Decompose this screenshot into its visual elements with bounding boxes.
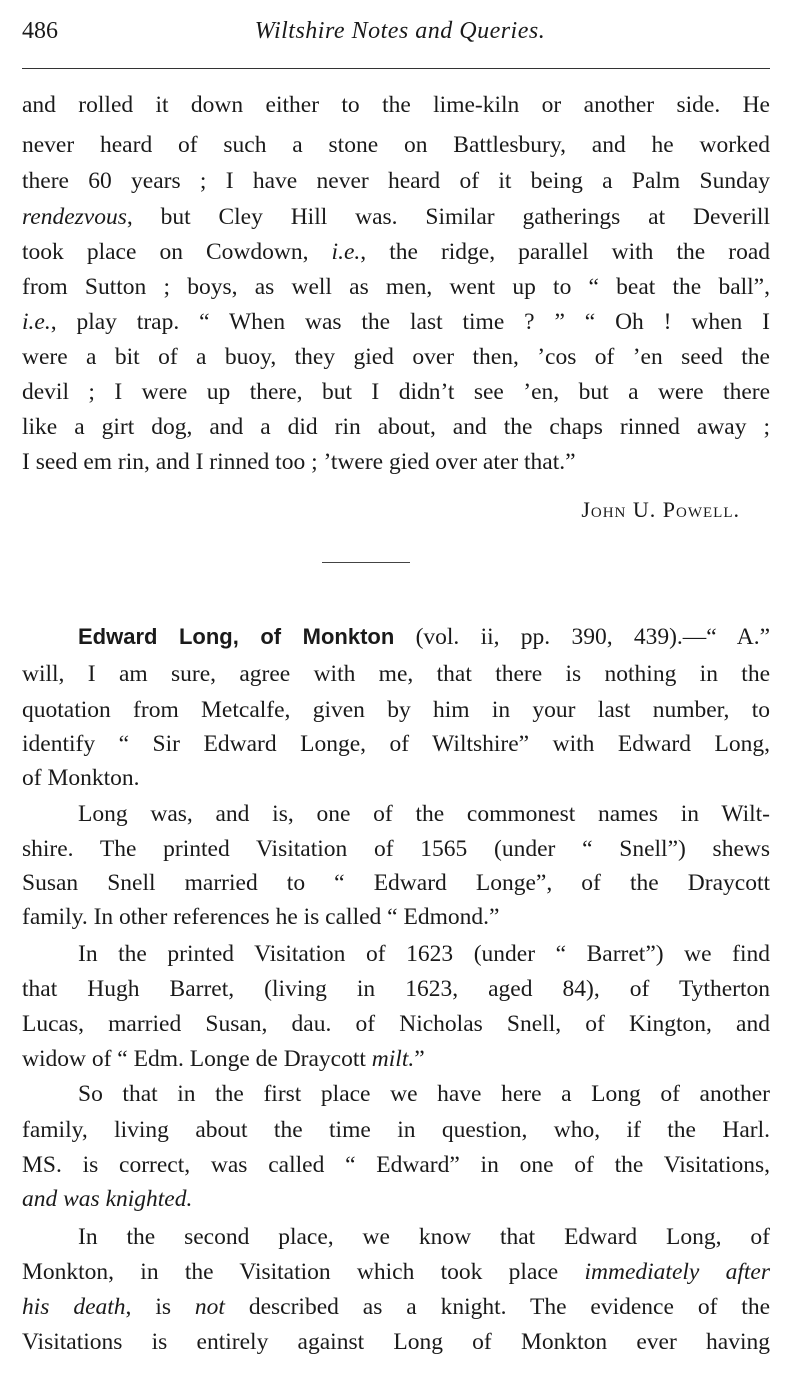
text-run: took place on Cowdown, <box>22 239 332 265</box>
text-line <box>78 622 770 652</box>
italic-text: his death <box>22 1294 126 1320</box>
text-run: family, living about the time in question, who, if the Harl. <box>22 1117 770 1143</box>
text-run: family. In other references he is called “ Edmond.” <box>22 904 500 930</box>
text-run: from Sutton ; boys, as well as men, went up to “ beat the ball”, <box>22 274 770 300</box>
text-line <box>22 166 770 196</box>
italic-text: rendezvous <box>22 204 127 230</box>
running-title: Wiltshire Notes and Queries. <box>254 18 546 44</box>
italic-text: immediately after <box>584 1259 770 1285</box>
text-run: and rolled it down either to the lime-kiln or another side. He <box>22 92 770 118</box>
text-line <box>22 763 770 793</box>
text-line <box>22 729 770 759</box>
text-line <box>22 902 770 932</box>
text-line <box>78 939 770 969</box>
text-line <box>22 307 770 337</box>
header-rule <box>22 68 770 69</box>
page-number: 486 <box>22 18 58 44</box>
text-run: never heard of such a stone on Battlesbury, and he worked <box>22 132 770 158</box>
text-run: , the ridge, parallel with the road <box>360 239 770 265</box>
text-run: quotation from Metcalfe, given by him in your last number, to <box>22 697 770 723</box>
italic-text: i.e. <box>22 309 51 335</box>
text-line <box>22 412 770 442</box>
text-line <box>22 237 770 267</box>
text-line <box>22 1257 770 1287</box>
text-run: Long was, and is, one of the commonest names in Wilt- <box>78 801 770 827</box>
text-run: ” <box>414 1046 425 1072</box>
signature: John U. Powell. <box>581 497 740 522</box>
italic-text: milt. <box>371 1046 415 1072</box>
italic-text: and was knighted. <box>22 1186 193 1212</box>
text-run: MS. is correct, was called “ Edward” in one of the Visitations, <box>22 1152 770 1178</box>
text-line <box>22 447 770 477</box>
text-line <box>22 130 770 160</box>
text-run: In the printed Visitation of 1623 (under “ Barret”) we find <box>78 941 770 967</box>
text-run: (vol. ii, pp. 390, 439).—“ A.” <box>394 624 770 650</box>
text-run: described as a knight. The evidence of the <box>224 1294 770 1320</box>
text-run: In the second place, we know that Edward Long, of <box>78 1224 770 1250</box>
text-run: , is <box>125 1294 195 1320</box>
section-divider <box>322 562 410 563</box>
text-run: there 60 years ; I have never heard of it being a Palm Sunday <box>22 168 770 194</box>
text-line <box>22 90 770 120</box>
article-heading: Edward Long, of Monkton <box>78 624 395 649</box>
text-line <box>22 1009 770 1039</box>
text-run: like a girt dog, and a did rin about, and the chaps rinned away ; <box>22 414 770 440</box>
text-run: of Monkton. <box>22 765 140 791</box>
text-run: identify “ Sir Edward Longe, of Wiltshire” with Edward Long, <box>22 731 770 757</box>
text-line <box>22 1115 770 1145</box>
text-run: will, I am sure, agree with me, that there is nothing in the <box>22 661 770 687</box>
text-line <box>22 974 770 1004</box>
text-run: shire. The printed Visitation of 1565 (under “ Snell”) shews <box>22 836 770 862</box>
text-run: devil ; I were up there, but I didn’t see ’en, but a were there <box>22 379 770 405</box>
text-run: Monkton, in the Visitation which took place <box>22 1259 585 1285</box>
text-run: Lucas, married Susan, dau. of Nicholas Snell, of Kington, and <box>22 1011 770 1037</box>
text-line <box>22 695 770 725</box>
text-run: were a bit of a buoy, they gied over then, ’cos of ’en seed the <box>22 344 770 370</box>
text-line <box>22 834 770 864</box>
text-run: that Hugh Barret, (living in 1623, aged 84), of Tytherton <box>22 976 770 1002</box>
text-line <box>22 1327 770 1357</box>
italic-text: not <box>194 1294 225 1320</box>
text-run: So that in the first place we have here a Long of another <box>78 1081 770 1107</box>
text-run: Visitations is entirely against Long of Monkton ever having <box>22 1329 770 1355</box>
text-run: I seed em rin, and I rinned too ; ’twere gied over ater that.” <box>22 449 576 475</box>
text-line <box>22 868 770 898</box>
text-line <box>22 1150 770 1180</box>
italic-text: i.e. <box>331 239 361 265</box>
text-line <box>22 202 770 232</box>
text-run: , but Cley Hill was. Similar gatherings at Deverill <box>126 204 770 230</box>
text-run: , play trap. “ When was the last time ? ” “ Oh ! when I <box>50 309 770 335</box>
text-run: widow of “ Edm. Longe de Draycott <box>22 1046 372 1072</box>
text-line <box>22 659 770 689</box>
text-line <box>22 272 770 302</box>
text-line <box>22 1044 770 1074</box>
text-line <box>22 342 770 372</box>
text-line <box>22 377 770 407</box>
text-line <box>78 1079 770 1109</box>
text-run: Susan Snell married to “ Edward Longe”, of the Draycott <box>22 870 770 896</box>
text-line <box>78 799 770 829</box>
text-line <box>22 1184 770 1214</box>
text-line <box>78 1222 770 1252</box>
text-line <box>22 1292 770 1322</box>
